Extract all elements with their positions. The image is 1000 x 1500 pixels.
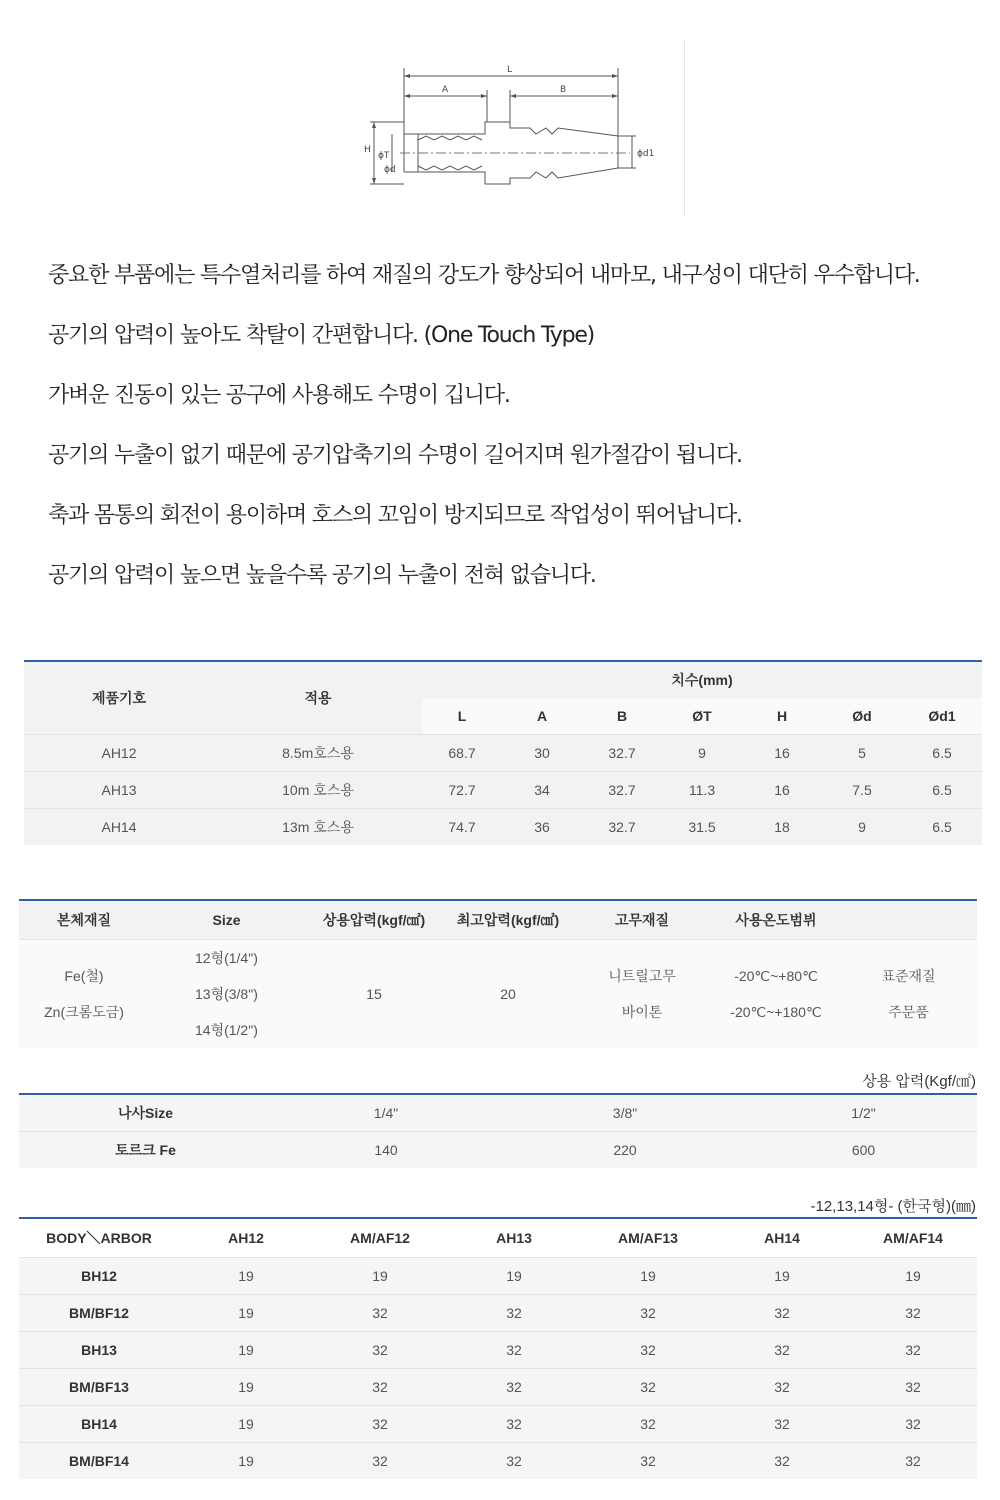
table-row	[24, 735, 982, 772]
cell-value: 32	[849, 1295, 977, 1332]
feature-item: 축과 몸통의 회전이 용이하며 호스의 꼬임이 방지되므로 작업성이 뛰어납니다.	[48, 503, 742, 528]
cell-value: 32	[313, 1295, 447, 1332]
note-order: 주문품	[888, 1004, 929, 1020]
cell-value: 7.5	[822, 772, 902, 809]
header-use: 적용	[214, 661, 422, 735]
cell-materials	[19, 940, 149, 1049]
divider-line	[684, 40, 685, 216]
cell-value: 18	[742, 809, 822, 846]
cell-value: 19	[179, 1406, 313, 1443]
dim-label-b: B	[560, 85, 567, 95]
table-row	[19, 1369, 977, 1406]
cell-value: 32	[313, 1369, 447, 1406]
dim-label-d: ϕd	[384, 165, 396, 175]
cell-working-pressure: 15	[304, 940, 444, 1049]
table-row	[19, 1132, 977, 1169]
cell-value: 5	[822, 735, 902, 772]
cell-value: 220	[500, 1132, 750, 1169]
cell-temps	[712, 940, 840, 1049]
dim-label-l: L	[507, 65, 513, 75]
cell-value: 19	[179, 1369, 313, 1406]
cell-code: AH12	[24, 735, 214, 772]
cell-use: 8.5m호스용	[214, 735, 422, 772]
body-label: BM/BF12	[19, 1295, 179, 1332]
header-dim: A	[502, 698, 582, 735]
size-13: 13형(3/8")	[195, 986, 258, 1002]
cell-value: 32	[447, 1295, 581, 1332]
cell-sizes	[149, 940, 304, 1049]
header-arbor: AH14	[715, 1218, 849, 1258]
header-arbor: AM/AF12	[313, 1218, 447, 1258]
header-code: 제품기호	[24, 661, 214, 735]
feature-list	[48, 262, 988, 622]
cell-value: 68.7	[422, 735, 502, 772]
cell-value: 19	[313, 1258, 447, 1295]
header-arbor: AH13	[447, 1218, 581, 1258]
cell-value: 19	[447, 1258, 581, 1295]
header-dim: Ød	[822, 698, 902, 735]
cell-value: 19	[179, 1295, 313, 1332]
cell-value: 30	[502, 735, 582, 772]
temp-viton: -20℃~+180℃	[730, 1004, 822, 1020]
body-label: BH14	[19, 1406, 179, 1443]
table-row	[19, 1443, 977, 1480]
cell-value: 32	[849, 1332, 977, 1369]
cell-value: 32.7	[582, 735, 662, 772]
feature-item: 공기의 압력이 높으면 높을수록 공기의 누출이 전혀 없습니다.	[48, 563, 596, 588]
cell-value: 32	[581, 1295, 715, 1332]
cell-value: 32	[447, 1369, 581, 1406]
cell-value: 19	[179, 1443, 313, 1480]
header-dims: 치수(mm)	[422, 661, 982, 698]
cell-value: 72.7	[422, 772, 502, 809]
cell-value: 11.3	[662, 772, 742, 809]
cell-value: 74.7	[422, 809, 502, 846]
dim-label-t: ϕT	[378, 151, 390, 161]
cell-value: 16	[742, 735, 822, 772]
size-14: 14형(1/2")	[195, 1022, 258, 1038]
compat-unit-label: -12,13,14형- (한국형)(㎜)	[810, 1198, 976, 1215]
header-working-pressure: 상용압력(kgf/㎠)	[304, 900, 444, 940]
cell-value: 32	[849, 1443, 977, 1480]
cell-value: 32	[313, 1332, 447, 1369]
cell-value: 6.5	[902, 735, 982, 772]
header-arbor: AM/AF13	[581, 1218, 715, 1258]
header-body-arbor: BODY＼ARBOR	[19, 1218, 179, 1258]
cell-max-pressure: 20	[444, 940, 572, 1049]
cell-value: 32	[581, 1332, 715, 1369]
cell-value: 32	[447, 1332, 581, 1369]
header-dim: B	[582, 698, 662, 735]
material-fe: Fe(철)	[64, 968, 104, 984]
table-row	[19, 1094, 977, 1132]
cell-value: 31.5	[662, 809, 742, 846]
cell-value: 6.5	[902, 772, 982, 809]
body-label: BH13	[19, 1332, 179, 1369]
cell-value: 19	[849, 1258, 977, 1295]
header-dim: L	[422, 698, 502, 735]
header-arbor: AH12	[179, 1218, 313, 1258]
dim-label-a: A	[442, 85, 449, 95]
feature-item: 공기의 압력이 높아도 착탈이 간편합니다. (One Touch Type)	[48, 323, 595, 348]
cell-use: 10m 호스용	[214, 772, 422, 809]
temp-nitrile: -20℃~+80℃	[734, 968, 818, 984]
cell-value: 32	[715, 1332, 849, 1369]
cell-value: 19	[179, 1332, 313, 1369]
header-max-pressure: 최고압력(kgf/㎠)	[444, 900, 572, 940]
torque-unit-label: 상용 압력(Kgf/㎠)	[862, 1073, 976, 1090]
cell-notes	[840, 940, 977, 1049]
table-row	[19, 1406, 977, 1443]
table-row	[24, 772, 982, 809]
feature-item: 가벼운 진동이 있는 공구에 사용해도 수명이 깁니다.	[48, 383, 510, 408]
cell-value: 32	[581, 1369, 715, 1406]
dimension-table	[24, 660, 982, 845]
cell-value: 1/2"	[750, 1094, 977, 1132]
cell-value: 140	[272, 1132, 500, 1169]
cell-value: 32.7	[582, 772, 662, 809]
cell-value: 3/8"	[500, 1094, 750, 1132]
header-note	[840, 900, 977, 940]
table-row	[19, 1295, 977, 1332]
cell-value: 19	[715, 1258, 849, 1295]
cell-value: 32	[849, 1406, 977, 1443]
rubber-nitrile: 니트릴고무	[608, 968, 676, 984]
cell-value: 6.5	[902, 809, 982, 846]
feature-item: 중요한 부품에는 특수열처리를 하여 재질의 강도가 향상되어 내마모, 내구성이 대단히 우수합니다.	[48, 263, 920, 288]
torque-table	[19, 1093, 977, 1168]
cell-value: 34	[502, 772, 582, 809]
body-label: BH12	[19, 1258, 179, 1295]
cell-value: 9	[822, 809, 902, 846]
cell-value: 19	[179, 1258, 313, 1295]
cell-value: 36	[502, 809, 582, 846]
header-rubber: 고무재질	[572, 900, 712, 940]
cell-value: 32	[447, 1443, 581, 1480]
cell-value: 32	[313, 1443, 447, 1480]
torque-row-label: 토르크 Fe	[19, 1132, 272, 1169]
feature-item: 공기의 누출이 없기 때문에 공기압축기의 수명이 길어지며 원가절감이 됩니다.	[48, 443, 742, 468]
cell-rubbers	[572, 940, 712, 1049]
cell-code: AH14	[24, 809, 214, 846]
size-12: 12형(1/4")	[195, 950, 258, 966]
header-dim: ØT	[662, 698, 742, 735]
note-standard: 표준재질	[881, 968, 936, 984]
cell-value: 32	[447, 1406, 581, 1443]
torque-row-label: 나사Size	[19, 1094, 272, 1132]
cell-value: 32	[313, 1406, 447, 1443]
cell-use: 13m 호스용	[214, 809, 422, 846]
header-material: 본체재질	[19, 900, 149, 940]
dim-label-d1: ϕd1	[637, 149, 655, 159]
table-row	[24, 809, 982, 846]
table-row	[19, 1258, 977, 1295]
header-size: Size	[149, 900, 304, 940]
cell-value: 19	[581, 1258, 715, 1295]
rubber-viton: 바이톤	[621, 1004, 663, 1020]
cell-code: AH13	[24, 772, 214, 809]
table-row	[19, 1332, 977, 1369]
dim-label-h: H	[364, 145, 371, 155]
cell-value: 16	[742, 772, 822, 809]
header-arbor: AM/AF14	[849, 1218, 977, 1258]
cell-value: 32	[715, 1295, 849, 1332]
header-temperature: 사용온도범뷔	[712, 900, 840, 940]
body-label: BM/BF14	[19, 1443, 179, 1480]
cell-value: 32	[715, 1443, 849, 1480]
spec-table	[19, 899, 977, 1048]
cell-value: 32	[715, 1406, 849, 1443]
table-row	[19, 940, 977, 1049]
cell-value: 32	[849, 1369, 977, 1406]
header-dim: H	[742, 698, 822, 735]
cell-value: 600	[750, 1132, 977, 1169]
fitting-dimension-diagram	[340, 40, 690, 218]
material-zn: Zn(크롬도금)	[44, 1004, 124, 1020]
cell-value: 32	[581, 1406, 715, 1443]
cell-value: 1/4"	[272, 1094, 500, 1132]
cell-value: 9	[662, 735, 742, 772]
cell-value: 32	[581, 1443, 715, 1480]
compat-table	[19, 1217, 977, 1479]
cell-value: 32	[715, 1369, 849, 1406]
header-dim: Ød1	[902, 698, 982, 735]
body-label: BM/BF13	[19, 1369, 179, 1406]
cell-value: 32.7	[582, 809, 662, 846]
